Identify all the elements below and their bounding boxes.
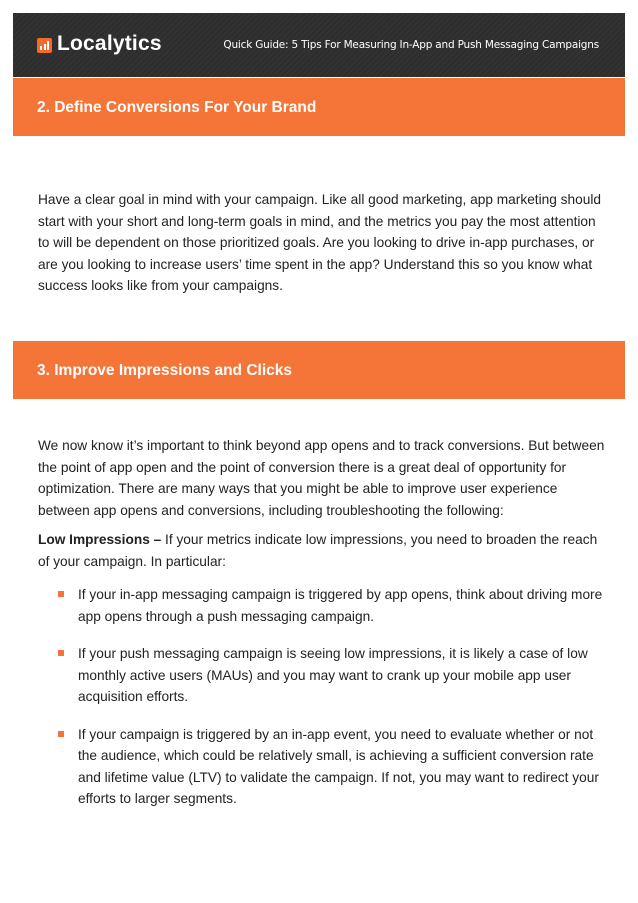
bar-chart-icon: [37, 38, 52, 53]
bullet-square-icon: [58, 731, 64, 737]
low-impressions-paragraph: [38, 529, 610, 572]
section-heading-band: [13, 78, 625, 136]
section-heading: 2. Define Conversions For Your Brand: [37, 99, 317, 116]
section-body: We now know it’s important to think beyond app opens and to track conversions. But between the point of app open and the point of conversion there is a great deal of opportunity for optimization. There are many ways that you might be able to improve user experience between app opens and conversions, including troubleshooting the following:: [38, 438, 605, 518]
section-heading-band: [13, 341, 625, 399]
section-body: Have a clear goal in mind with your campaign. Like all good marketing, app marketing should start with your short and long-term goals in mind, and the metrics you pay the most attention to will be dependent on those prioritized goals. Are you looking to drive in-app purchases, or are you looking to increase users’ time spent in the app? Understand this so you know what success looks like from your campaigns.: [38, 192, 602, 293]
list-item: [58, 643, 608, 708]
low-impressions-text: If your metrics indicate low impressions, you need to broaden the reach of your campaign. In particular:: [38, 532, 598, 569]
bullet-square-icon: [58, 591, 64, 597]
document-title: Quick Guide: 5 Tips For Measuring In-App and Push Messaging Campaigns: [223, 39, 599, 51]
bullet-list: [58, 584, 608, 810]
section-heading: 3. Improve Impressions and Clicks: [37, 362, 292, 379]
list-item: [58, 584, 608, 627]
logo-text: Localytics: [57, 32, 162, 55]
list-item-text: If your campaign is triggered by an in-app event, you need to evaluate whether or not the audience, which could be relatively small, is achieving a sufficient conversion rate and lifetime value (LTV) to validate the campaign. If not, you may want to redirect your efforts to larger segments.: [78, 726, 599, 806]
page-header: [13, 13, 625, 77]
bullet-square-icon: [58, 650, 64, 656]
list-item-text: If your in-app messaging campaign is triggered by app opens, think about driving more app opens through a push messaging campaign.: [78, 587, 603, 624]
brand-logo: [37, 32, 162, 56]
low-impressions-label: Low Impressions –: [38, 532, 162, 547]
list-item-text: If your push messaging campaign is seeing low impressions, it is likely a case of low monthly active users (MAUs) and you may want to crank up your mobile app user acquisition efforts.: [78, 646, 588, 704]
list-item: [58, 724, 608, 810]
